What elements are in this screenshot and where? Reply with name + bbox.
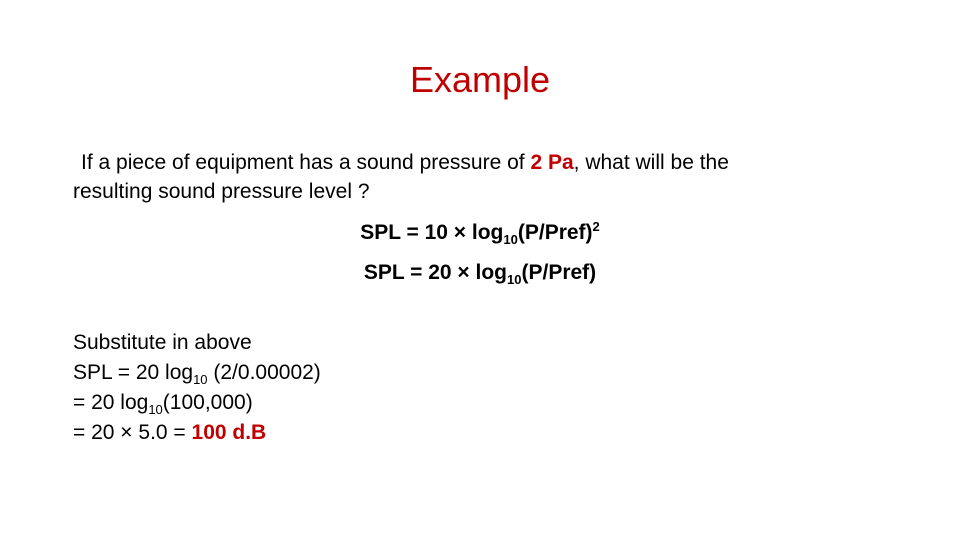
question-prefix: If a piece of equipment has a sound pressure of [81, 151, 531, 174]
formula-1-subscript: 10 [503, 232, 518, 247]
formula-1-prefix: SPL = 10 × log [360, 221, 504, 244]
final-result: 100 d.B [191, 421, 267, 444]
formula-spl-20log [0, 258, 960, 288]
step-1-prefix: SPL = 20 log [73, 361, 194, 384]
step-2-subscript: 10 [148, 402, 163, 417]
step-3-prefix: = 20 × 5.0 = [73, 421, 192, 444]
question-suffix: , what will be the [573, 151, 729, 174]
formula-1-argument: (P/Pref) [517, 221, 593, 244]
solution-steps [73, 328, 673, 448]
step-1-argument: (2/0.00002) [207, 361, 321, 384]
slide-title: Example [409, 59, 551, 100]
formula-2-subscript: 10 [507, 272, 522, 287]
step-2-prefix: = 20 log [73, 391, 149, 414]
question-line-1 [73, 148, 903, 177]
step-intro: Substitute in above [73, 331, 252, 354]
pressure-value: 2 Pa [530, 151, 574, 174]
question-line-2: resulting sound pressure level ? [73, 180, 370, 203]
step-3 [73, 418, 673, 448]
step-1 [73, 358, 673, 388]
step-1-subscript: 10 [193, 372, 208, 387]
formula-2-prefix: SPL = 20 × log [363, 261, 508, 284]
step-2 [73, 388, 673, 418]
step-2-argument: (100,000) [162, 391, 253, 414]
formula-2-argument: (P/Pref) [521, 261, 597, 284]
question-text [73, 148, 903, 206]
formula-spl-squared [0, 218, 960, 248]
formula-1-superscript: 2 [592, 219, 600, 234]
